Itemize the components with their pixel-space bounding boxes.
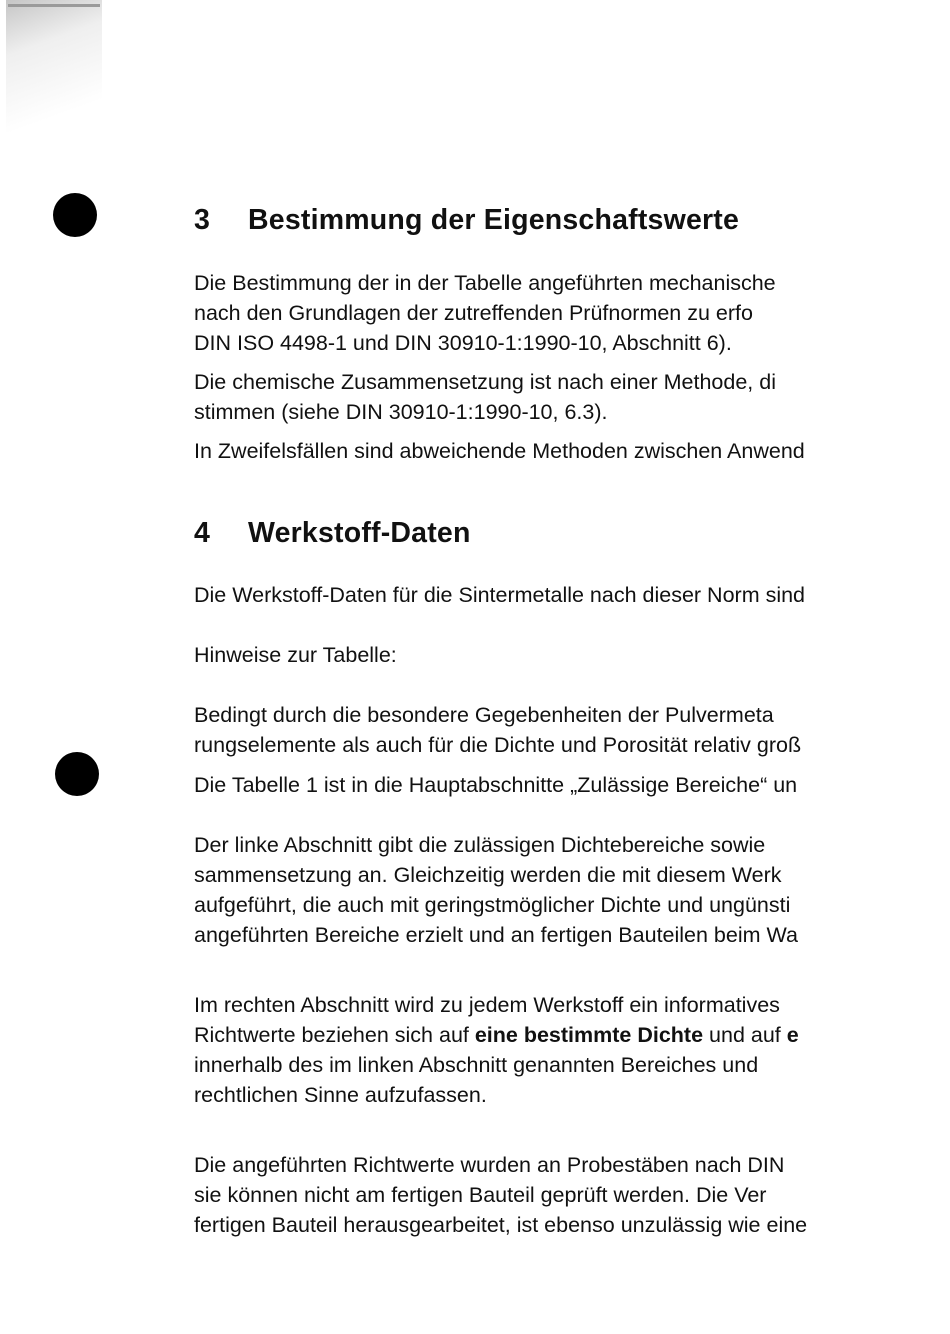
bold-text: eine bestimmte Dichte xyxy=(474,1023,704,1047)
text-line: Die angeführten Richtwerte wurden an Probestäben nach DIN xyxy=(194,1153,785,1177)
text-line: fertigen Bauteil herausgearbeitet, ist ebenso unzulässig wie eine xyxy=(194,1213,808,1237)
section-title: Bestimmung der Eigenschaftswerte xyxy=(248,204,740,236)
text-line: rungselemente als auch für die Dichte und Porosität relativ groß xyxy=(194,733,802,757)
text-line: In Zweifelsfällen sind abweichende Methoden zwischen Anwend xyxy=(194,439,805,463)
text-line: innerhalb des im linken Abschnitt genannten Bereiches und xyxy=(194,1053,759,1077)
text-line: sie können nicht am fertigen Bauteil geprüft werden. Die Ver xyxy=(194,1183,767,1207)
text-line: Bedingt durch die besondere Gegebenheiten der Pulvermeta xyxy=(194,703,774,727)
text-line: Die Werkstoff-Daten für die Sintermetalle nach dieser Norm sind xyxy=(194,583,806,607)
text-line: Hinweise zur Tabelle: xyxy=(194,643,397,667)
text-line: nach den Grundlagen der zutreffenden Prüfnormen zu erfo xyxy=(194,301,753,325)
text-line: stimmen (siehe DIN 30910-1:1990-10, 6.3). xyxy=(194,400,608,424)
bold-text: e xyxy=(786,1023,799,1047)
scan-shadow xyxy=(6,0,102,190)
section-3-heading xyxy=(194,204,739,237)
text-line: Die Bestimmung der in der Tabelle angeführten mechanische xyxy=(194,271,776,295)
paragraph xyxy=(194,700,801,760)
paragraph xyxy=(194,268,776,358)
text-run: und auf xyxy=(703,1023,787,1047)
paragraph xyxy=(194,990,799,1110)
text-line: Im rechten Abschnitt wird zu jedem Werkstoff ein informatives xyxy=(194,993,780,1017)
paragraph xyxy=(194,367,776,427)
text-line: angeführten Bereiche erzielt und an fertigen Bauteilen beim Wa xyxy=(194,923,798,947)
paragraph xyxy=(194,580,805,610)
paragraph xyxy=(194,640,397,670)
section-number: 3 xyxy=(194,204,211,236)
text-line: Die Tabelle 1 ist in die Hauptabschnitte „Zulässige Bereiche“ un xyxy=(194,773,798,797)
text-line: DIN ISO 4498-1 und DIN 30910-1:1990-10, Abschnitt 6). xyxy=(194,331,732,355)
text-line xyxy=(194,1020,799,1050)
text-line: aufgeführt, die auch mit geringstmöglicher Dichte und ungünsti xyxy=(194,893,791,917)
paragraph xyxy=(194,770,797,800)
text-line: Der linke Abschnitt gibt die zulässigen Dichtebereiche sowie xyxy=(194,833,766,857)
paragraph xyxy=(194,1150,807,1240)
section-title: Werkstoff-Daten xyxy=(248,517,471,549)
section-number: 4 xyxy=(194,517,211,549)
punch-hole-icon xyxy=(53,193,97,237)
text-line: Die chemische Zusammensetzung ist nach einer Methode, di xyxy=(194,370,776,394)
punch-hole-icon xyxy=(55,752,99,796)
scan-edge-line xyxy=(8,4,100,7)
text-line: sammensetzung an. Gleichzeitig werden die mit diesem Werk xyxy=(194,863,782,887)
paragraph xyxy=(194,436,805,466)
text-line: rechtlichen Sinne aufzufassen. xyxy=(194,1083,487,1107)
paragraph xyxy=(194,830,798,950)
text-run: Richtwerte beziehen sich auf xyxy=(194,1023,475,1047)
section-4-heading xyxy=(194,517,471,550)
